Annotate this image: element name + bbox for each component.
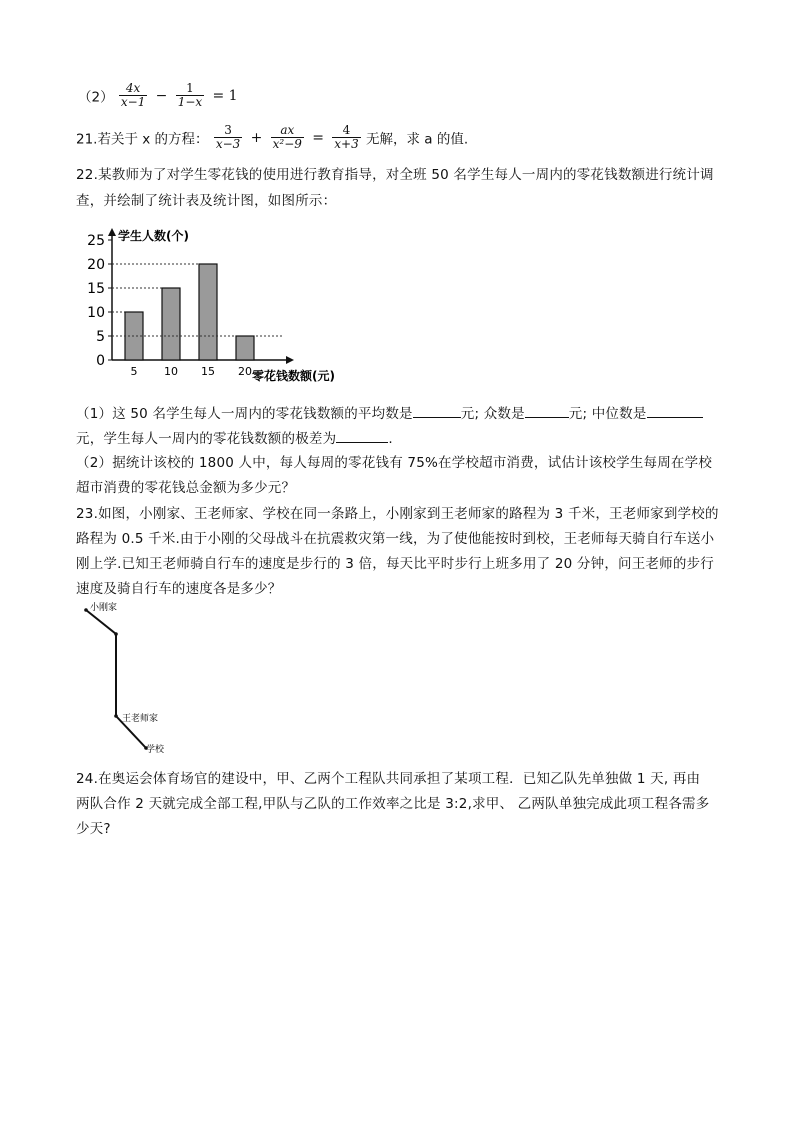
q23-line-1: 23.如图，小刚家、王老师家、学校在同一条路上，小刚家到王老师家的路程为 3 千米，王老师家到学校的 bbox=[76, 506, 719, 522]
q22-sub1-line-1: （1）这 50 名学生每人一周内的零花钱数额的平均数是 元; 众数是 元; 中位数是 bbox=[76, 402, 703, 422]
q22-sub2-line-1: （2）据统计该校的 1800 人中，每人每周的零花钱有 75%在学校超市消费，试估计该校学生每周在学校 bbox=[76, 455, 713, 471]
fraction: $\frac{1}{1-x}$ bbox=[177, 81, 203, 109]
teacher-home-point bbox=[114, 714, 118, 718]
y-tick-label: 0 bbox=[96, 353, 105, 369]
bar bbox=[162, 288, 180, 360]
q23-line-4: 速度及骑自行车的速度各是多少？ bbox=[76, 581, 282, 597]
y-tick-label: 10 bbox=[87, 305, 105, 321]
q24-line-2: 两队合作 2 天就完成全部工程,甲队与乙队的工作效率之比是 3:2,求甲、 乙两队单独完成此项工程各需多 bbox=[76, 796, 710, 812]
y-tick-label: 5 bbox=[96, 329, 105, 345]
fraction: $\frac{4}{x+3}$ bbox=[334, 123, 359, 151]
x-tick-label: 5 bbox=[130, 365, 138, 378]
q20-2-equation: （2） $\frac{4x}{x-1}$ − $\frac{1}{1-x}$ = 1 bbox=[78, 81, 238, 109]
answer-blank[interactable] bbox=[525, 405, 569, 418]
y-tick-label: 20 bbox=[87, 257, 105, 273]
q20-2-label: （2） bbox=[78, 89, 114, 106]
home-label: 小刚家 bbox=[90, 603, 118, 613]
x-axis-arrow bbox=[286, 356, 294, 364]
q23-line-2: 路程为 0.5 千米.由于小刚的父母战斗在抗震救灾第一线，为了使他能按时到校，王老师每天骑自行车送小 bbox=[76, 531, 715, 547]
fraction: $\frac{4x}{x-1}$ bbox=[120, 81, 146, 109]
q22-line-2: 查，并绘制了统计表及统计图，如图所示： bbox=[76, 193, 337, 209]
bar bbox=[199, 264, 217, 360]
q21-question: 21.若关于 x 的方程： $\frac{3}{x-3}$ + $\frac{ax}{\text{x²−9}}$ = $\frac{4}{x+3}$ 无解，求 a 的值. bbox=[76, 123, 469, 151]
pocket-money-bar-chart bbox=[80, 222, 370, 387]
bar bbox=[236, 336, 254, 360]
answer-blank[interactable] bbox=[413, 405, 461, 418]
home-point bbox=[84, 608, 88, 612]
q22-sub2-line-2: 超市消费的零花钱总金额为多少元？ bbox=[76, 480, 296, 496]
y-axis-label: 学生人数(个) bbox=[118, 229, 189, 243]
fraction: $\frac{ax}{\text{x²−9}}$ bbox=[272, 123, 302, 151]
x-tick-label: 20 bbox=[238, 365, 252, 378]
q22-sub1-line-2: 元，学生每人一周内的零花钱数额的极差为 . bbox=[76, 431, 393, 447]
teacher-home-label: 王老师家 bbox=[122, 714, 159, 724]
q24-line-1: 24.在奥运会体育场官的建设中，甲、乙两个工程队共同承担了某项工程．已知乙队先单独做 1 天, 再由 bbox=[76, 771, 701, 787]
fraction: $\frac{3}{x-3}$ bbox=[215, 123, 241, 151]
x-axis-label: 零花钱数额(元) bbox=[252, 369, 335, 383]
q22-line-1: 22.某教师为了对学生零花钱的使用进行教育指导，对全班 50 名学生每人一周内的零花钱数额进行统计调 bbox=[76, 167, 714, 183]
y-axis-arrow bbox=[108, 228, 116, 236]
y-tick-label: 15 bbox=[87, 281, 105, 297]
school-label: 学校 bbox=[146, 745, 165, 755]
route-diagram bbox=[80, 598, 210, 758]
x-tick-label: 10 bbox=[164, 365, 178, 378]
answer-blank[interactable] bbox=[647, 405, 703, 418]
answer-blank[interactable] bbox=[336, 430, 388, 443]
turn-point bbox=[114, 632, 118, 636]
q23-line-3: 刚上学.已知王老师骑自行车的速度是步行的 3 倍，每天比平时步行上班多用了 20 分钟，问王老师的步行 bbox=[76, 556, 714, 572]
x-tick-label: 15 bbox=[201, 365, 215, 378]
q24-line-3: 少天? bbox=[76, 821, 111, 837]
y-tick-label: 25 bbox=[87, 233, 105, 249]
route-line bbox=[86, 610, 146, 748]
